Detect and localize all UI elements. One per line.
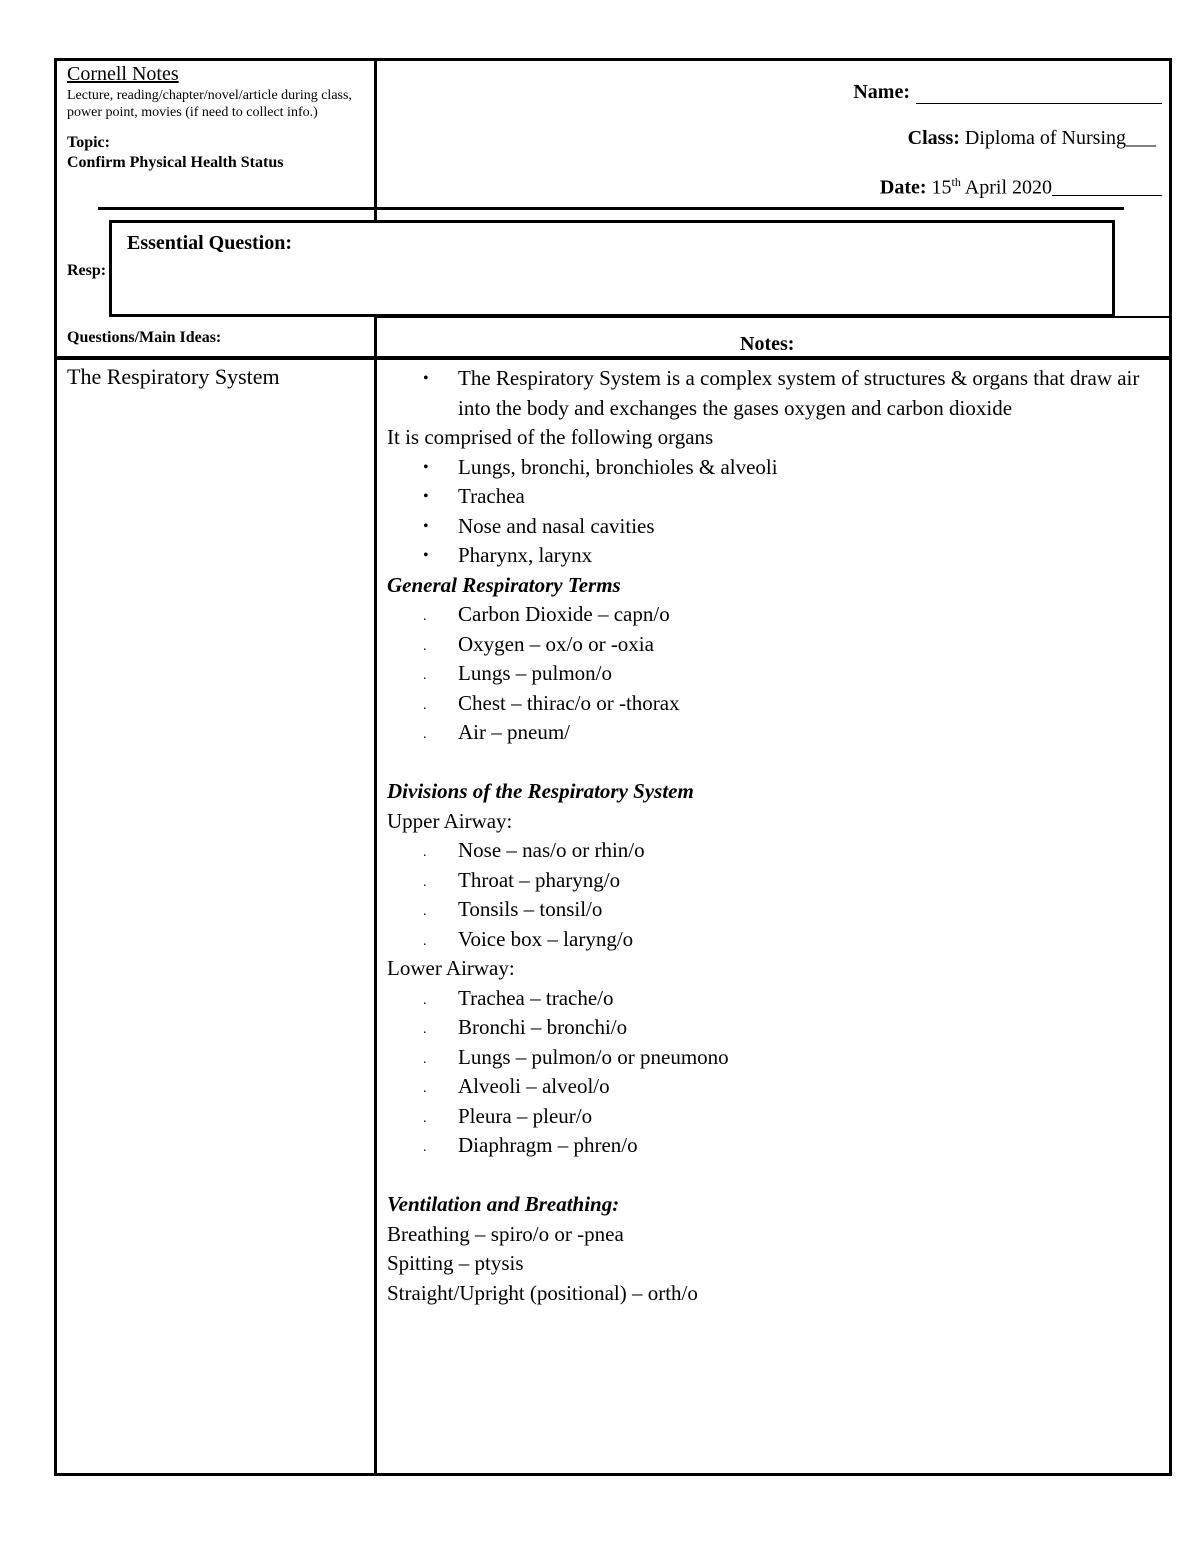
dot-icon: . [423,933,427,949]
lower-term: . Alveoli – alveol/o [387,1072,1162,1102]
lower-term: . Bronchi – bronchi/o [387,1013,1162,1043]
dot-icon: . [423,904,427,919]
notes-label: Notes: [740,333,795,355]
lower-term: . Pleura – pleur/o [387,1102,1162,1132]
date-day: 15 [931,176,952,199]
dot-icon: . [423,668,427,683]
organ-item: • Lungs, bronchi, bronchioles & alveoli [387,453,1162,483]
main-ideas-label: Questions/Main Ideas: [67,329,222,346]
dot-icon: . [423,727,427,742]
dot-icon: . [423,697,427,713]
upper-term: . Tonsils – tonsil/o [387,895,1162,925]
ventilation-term: Spitting – ptysis [387,1251,524,1275]
lower-airway-label: Lower Airway: [387,956,515,980]
bullet-icon: • [423,370,429,387]
lower-term: . Lungs – pulmon/o or pneumono [387,1043,1162,1073]
name-label: Name: [853,81,910,103]
ventilation-term: Breathing – spiro/o or -pnea [387,1221,624,1246]
bullet-icon: • [423,547,429,564]
general-term: . Chest – thirac/o or -thorax [387,689,1162,719]
topic-label: Topic: [67,134,110,151]
columns-header-divider [54,356,1172,360]
divisions-heading: Divisions of the Respiratory System [387,779,694,803]
name-field [853,80,1162,104]
organ-item: • Pharynx, larynx [387,541,1162,571]
essential-question-label: Essential Question: [127,232,293,254]
class-field [908,126,1156,150]
class-value: Diploma of Nursing___ [964,127,1156,149]
response-label: Resp: [67,262,107,279]
dot-icon: . [423,1051,427,1067]
dot-icon: . [423,1110,427,1126]
dot-icon: . [423,1081,427,1096]
dot-icon: . [423,1022,427,1037]
organs-intro: It is comprised of the following organs [387,425,714,449]
header-column-divider [374,58,377,221]
dot-icon: . [423,874,427,890]
intro-bullet: • The Respiratory System is a complex system of structures & organs that draw air into the body and exchanges the gases oxygen and carbon dioxide [423,366,1140,420]
page-title: Cornell Notes [67,63,179,85]
name-input-line [916,83,1162,104]
dot-icon: . [423,638,427,654]
date-suffix: th [951,175,961,189]
upper-term: . Throat – pharyng/o [387,866,1162,896]
essential-question-box [109,220,1115,317]
dot-icon: . [423,845,427,860]
upper-term: . Voice box – laryng/o [387,925,1162,955]
lower-term: . Diaphragm – phren/o [387,1131,1162,1161]
dot-icon: . [423,1140,427,1155]
dot-icon: . [423,992,427,1008]
general-term: . Oxygen – ox/o or -oxia [387,630,1162,660]
general-terms-heading: General Respiratory Terms [387,572,621,597]
class-label: Class: [907,127,960,149]
organ-item: • Trachea [387,482,1162,512]
dot-icon: . [423,609,427,624]
date-rest: April 2020___________ [964,176,1162,199]
general-term: . Lungs – pulmon/o [387,659,1162,689]
date-label: Date: [879,176,927,199]
bullet-icon: • [423,458,429,476]
header-info [67,62,367,173]
page-description: Lecture, reading/chapter/novel/article during class, power point, movies (if need to collect info.) [67,88,352,120]
notes-column-divider [374,316,377,1476]
upper-airway-label: Upper Airway: [387,808,513,833]
main-idea: The Respiratory System [67,364,280,389]
ventilation-term: Straight/Upright (positional) – orth/o [387,1280,698,1305]
general-term: . Carbon Dioxide – capn/o [387,600,1162,630]
ventilation-heading: Ventilation and Breathing: [387,1192,620,1216]
bullet-icon: • [423,488,429,505]
lower-term: . Trachea – trache/o [387,984,1162,1014]
bullet-icon: • [423,517,429,535]
upper-term: . Nose – nas/o or rhin/o [387,836,1162,866]
organ-item: • Nose and nasal cavities [387,512,1162,542]
general-term: . Air – pneum/ [387,718,1162,748]
date-field [880,170,1162,200]
header-divider [98,207,1124,210]
topic-value: Confirm Physical Health Status [67,154,284,171]
notes-content [387,364,1162,1308]
